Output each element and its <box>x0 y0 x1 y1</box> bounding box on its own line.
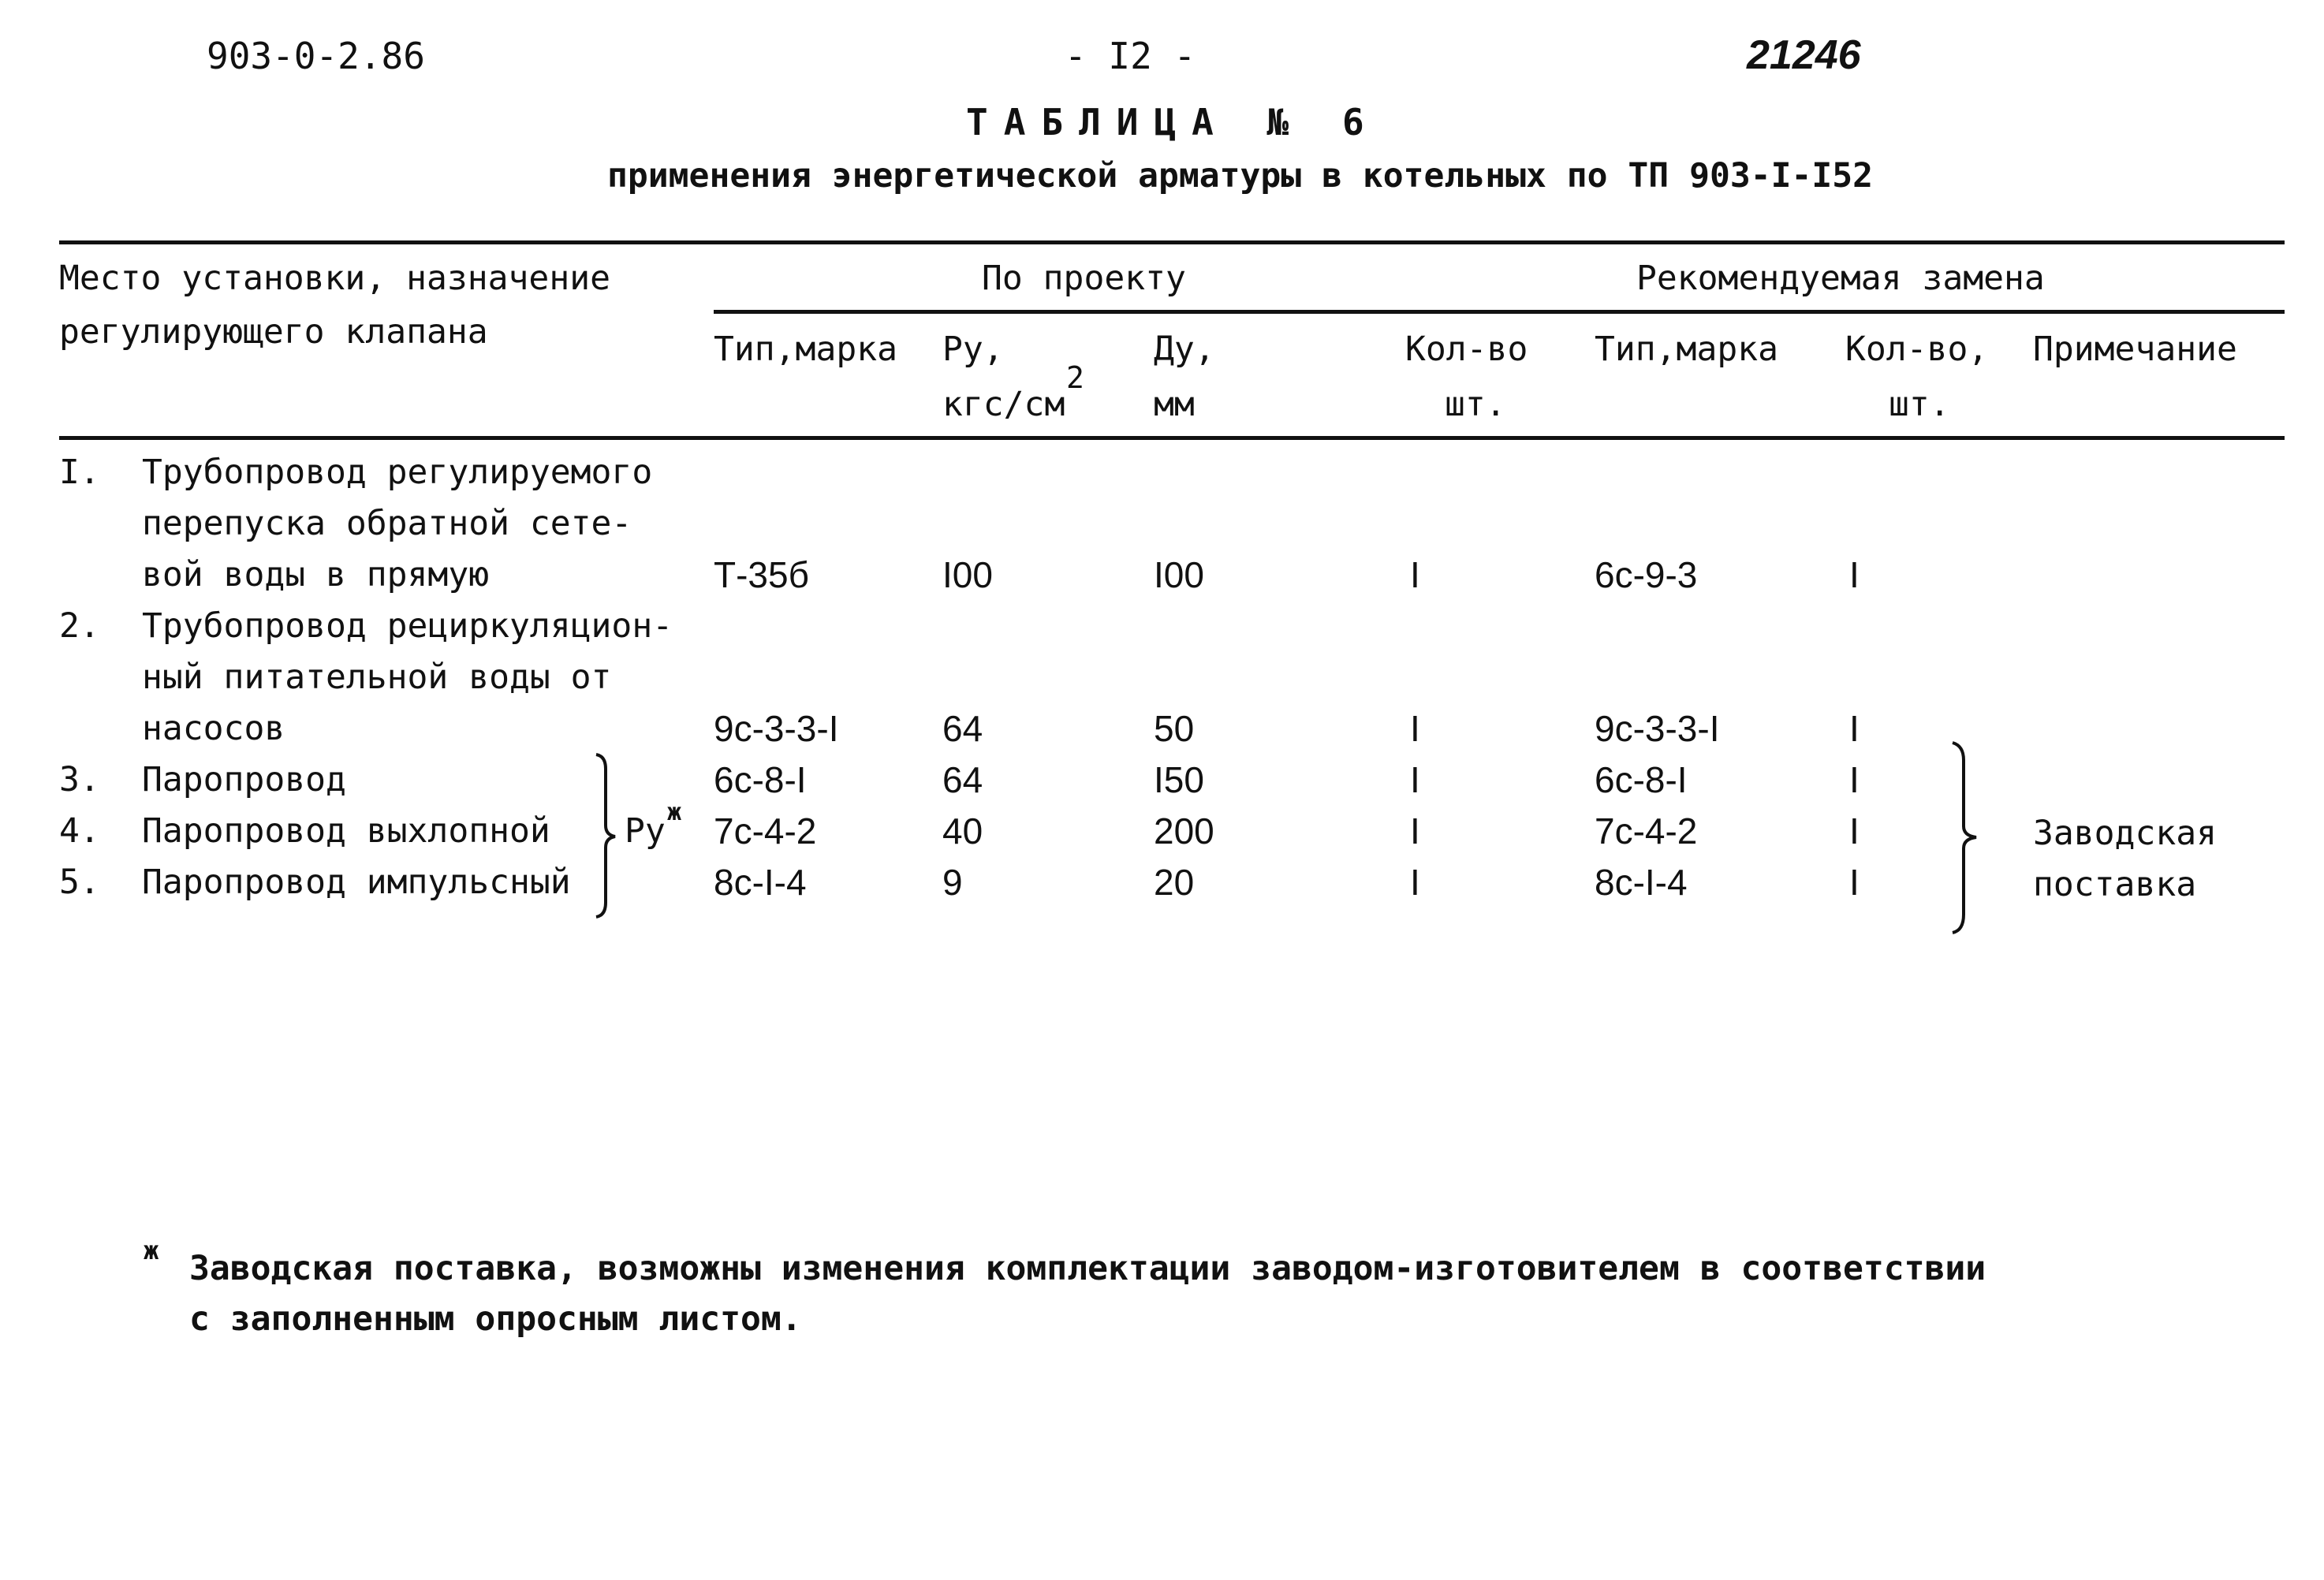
cell-rep-type: 9с-3-3-I <box>1595 708 1720 749</box>
cell-qty: I <box>1410 862 1420 903</box>
cell-qty: I <box>1410 708 1420 749</box>
cell-rep-qty: I <box>1849 862 1860 903</box>
cell-py: 9 <box>942 862 963 903</box>
cell-py: 64 <box>942 708 983 749</box>
cell-type: 8с-I-4 <box>714 862 807 903</box>
row-place-line: насосов <box>142 709 285 748</box>
cell-rep-type: 6с-9-3 <box>1595 554 1698 595</box>
cell-dy: 50 <box>1154 708 1195 749</box>
header-group-replacement: Рекомендуемая замена <box>1636 259 2045 298</box>
header-rep-qty-line1: Кол-во, <box>1845 330 1989 369</box>
cell-dy: I50 <box>1154 759 1204 800</box>
cell-type: 7с-4-2 <box>714 810 817 851</box>
cell-rep-type: 7с-4-2 <box>1595 810 1698 851</box>
header-group-project: По проекту <box>982 259 1186 298</box>
header-rep-type: Тип,марка <box>1595 330 1778 369</box>
sheet-number: 21246 <box>1747 32 1861 78</box>
table-title: ТАБЛИЦА № 6 <box>966 101 1380 143</box>
footnote-line1: Заводская поставка, возможны изменения комплектации заводом-изготовителем в соответствии <box>189 1249 1986 1288</box>
cell-rep-qty: I <box>1849 810 1860 851</box>
table-subtitle: применения энергетической арматуры в котельных по ТП 903-I-I52 <box>607 156 1874 196</box>
right-group-brace <box>1948 741 1983 934</box>
cell-type: 6с-8-I <box>714 759 807 800</box>
header-dy-line1: Ду, <box>1154 330 1215 369</box>
left-group-brace <box>590 753 621 919</box>
row-place-line: перепуска обратной сете- <box>142 504 632 543</box>
header-dy-line2: мм <box>1154 385 1195 424</box>
cell-rep-qty: I <box>1849 554 1860 595</box>
header-place-line2: регулирующего клапана <box>59 312 488 352</box>
header-type: Тип,марка <box>714 330 897 369</box>
cell-dy: I00 <box>1154 554 1204 595</box>
table-header-rule <box>59 436 2285 440</box>
table-top-rule <box>59 240 2285 244</box>
cell-qty: I <box>1410 554 1420 595</box>
header-rep-qty-line2: шт. <box>1889 385 1950 424</box>
header-note: Примечание <box>2033 330 2237 369</box>
note-line2: поставка <box>2033 865 2197 904</box>
header-qty-line2: шт. <box>1445 385 1506 424</box>
cell-type: 9с-3-3-I <box>714 708 839 749</box>
row-place-line: вой воды в прямую <box>142 555 490 594</box>
row-place-line: Трубопровод рециркуляцион- <box>142 606 673 646</box>
row-number: 2. <box>59 606 100 646</box>
row-place-line: Трубопровод регулируемого <box>142 453 653 492</box>
header-place-line1: Место установки, назначение <box>59 259 610 298</box>
footnote-line2: с заполненным опросным листом. <box>189 1299 802 1339</box>
cell-dy: 200 <box>1154 810 1214 851</box>
row-place-line: Паропровод <box>142 760 346 799</box>
cell-rep-qty: I <box>1849 759 1860 800</box>
cell-dy: 20 <box>1154 862 1195 903</box>
page-number: - I2 - <box>1065 35 1196 77</box>
header-py-superscript: 2 <box>1066 360 1084 395</box>
note-line1: Заводская <box>2033 814 2217 853</box>
header-py-line1: Ру, <box>942 330 1004 369</box>
row-place-line: Паропровод импульсный <box>142 863 571 902</box>
cell-qty: I <box>1410 810 1420 851</box>
row-place-line: ный питательной воды от <box>142 658 612 697</box>
cell-py: 64 <box>942 759 983 800</box>
row-place-line: Паропровод выхлопной <box>142 811 550 851</box>
header-py-line2: кгс/см <box>942 385 1065 424</box>
cell-rep-type: 6с-8-I <box>1595 759 1688 800</box>
row-number: I. <box>59 453 100 492</box>
cell-py: I00 <box>942 554 993 595</box>
cell-rep-qty: I <box>1849 708 1860 749</box>
row-number: 3. <box>59 760 100 799</box>
table-group-rule <box>714 310 2285 314</box>
cell-type: Т-35б <box>714 554 809 595</box>
document-code: 903-0-2.86 <box>207 35 425 77</box>
cell-rep-type: 8с-I-4 <box>1595 862 1688 903</box>
row-number: 4. <box>59 811 100 851</box>
brace-label-mark: ж <box>667 799 682 826</box>
brace-label: Ру <box>625 811 666 851</box>
cell-qty: I <box>1410 759 1420 800</box>
row-number: 5. <box>59 863 100 902</box>
header-qty-line1: Кол-во <box>1405 330 1528 369</box>
footnote-mark: ж <box>144 1235 159 1265</box>
cell-py: 40 <box>942 810 983 851</box>
